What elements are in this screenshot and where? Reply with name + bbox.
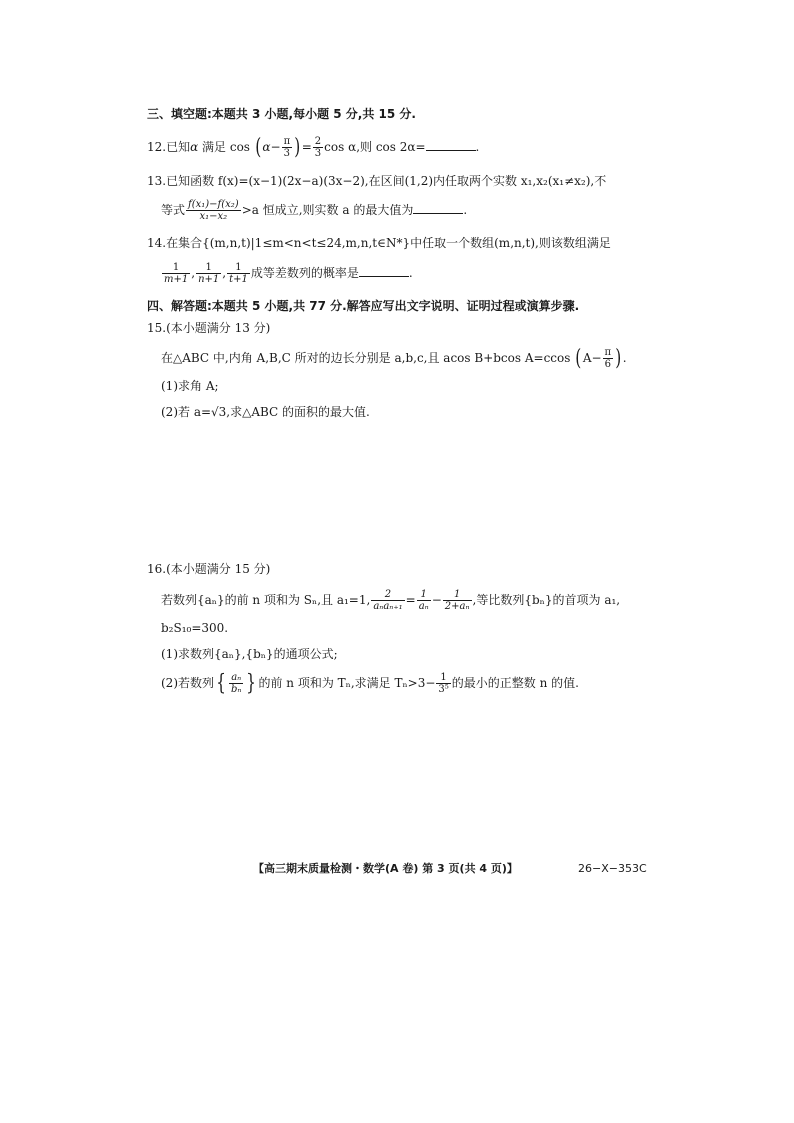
q16-stem-post: ,等比数列{bₙ}的首项为 a₁,: [472, 593, 621, 607]
q12-two-thirds: [313, 136, 323, 159]
q15-left-paren: (: [575, 345, 582, 371]
q16-frac-2-den: aₙ: [418, 601, 429, 612]
q12-three: 3: [314, 148, 322, 159]
q16-frac-1-num: 2: [371, 589, 404, 601]
q13-answer-blank[interactable]: [413, 202, 463, 214]
q16-part2-mid: 的前 n 项和为 Tₙ,求满足 Tₙ>3−: [258, 676, 436, 690]
q14-comma-1: ,: [191, 266, 196, 280]
question-13-line-1: 13.已知函数 f(x)=(x−1)(2x−a)(3x−2),在区间(1,2)内任取两个实数 x₁,x₂(x₁≠x₂),不: [147, 174, 607, 188]
q12-end: .: [475, 140, 480, 154]
q16-frac-1: [371, 589, 404, 612]
q16-frac-1-den: aₙaₙ₊₁: [373, 601, 403, 612]
q14-answer-blank[interactable]: [359, 265, 409, 277]
q14-frac-m-num: 1: [162, 262, 190, 274]
q16-part2-post: 的最小的正整数 n 的值.: [451, 676, 579, 690]
question-16-header: 16.(本小题满分 15 分): [147, 562, 271, 576]
question-15-part-1: (1)求角 A;: [161, 379, 219, 393]
question-13-line-2: [161, 199, 467, 222]
q15-pi-fraction: [603, 347, 614, 370]
q12-equals: =: [301, 140, 312, 154]
question-15-stem: [161, 347, 627, 370]
q12-inner: α−: [262, 140, 281, 154]
q14-frac-n-den: n+1: [198, 274, 220, 285]
q14-end: .: [408, 266, 413, 280]
q12-pi-fraction: [282, 136, 293, 159]
q15-pi-den: 6: [604, 359, 612, 370]
q16-frac-4-den: bₙ: [231, 684, 242, 695]
q14-comma-2: ,: [222, 266, 227, 280]
q14-frac-m-den: m+1: [164, 274, 189, 285]
q15-end: .: [622, 351, 627, 365]
q16-frac-4-num: aₙ: [229, 672, 243, 684]
q12-right-paren: ): [294, 134, 301, 160]
q13-frac-num: f(x₁)−f(x₂): [188, 199, 239, 210]
q13-fraction: [186, 199, 241, 222]
q14-frac-t: [227, 262, 250, 285]
q16-frac-2: [417, 589, 431, 612]
section-4-heading: 四、解答题:本题共 5 小题,共 77 分.解答应写出文字说明、证明过程或演算步骤.: [147, 299, 580, 313]
question-12: [147, 136, 479, 159]
q14-frac-t-num: 1: [227, 262, 250, 274]
q16-part2-pre: (2)若数列: [161, 676, 214, 690]
q16-equals: =: [405, 593, 416, 607]
q12-two: 2: [314, 136, 322, 147]
q14-frac-n: [196, 262, 221, 285]
question-14-line-2: [161, 262, 413, 285]
q16-frac-3: [443, 589, 472, 612]
q16-right-brace: }: [246, 670, 257, 696]
q12-left-paren: (: [255, 134, 262, 160]
q12-pi-num: π: [283, 136, 291, 147]
q15-pi-num: π: [604, 347, 612, 358]
q16-minus: −: [431, 593, 442, 607]
q14-frac-m: [162, 262, 190, 285]
q13-post: >a 恒成立,则实数 a 的最大值为: [241, 203, 414, 217]
q12-number: 12.: [147, 140, 167, 154]
q16-frac-5: [436, 672, 450, 695]
q16-stem-pre: 若数列{aₙ}的前 n 项和为 Sₙ,且 a₁=1,: [161, 593, 371, 607]
q16-frac-5-num: 1: [436, 672, 450, 684]
question-16-part-2: [161, 672, 579, 695]
q15-inner: A−: [582, 351, 602, 365]
question-16-part-1: (1)求数列{aₙ},{bₙ}的通项公式;: [161, 647, 338, 661]
q16-frac-2-num: 1: [417, 589, 431, 601]
question-15-header: 15.(本小题满分 13 分): [147, 321, 271, 335]
question-14-line-1: 14.在集合{(m,n,t)|1≤m<n<t≤24,m,n,t∈N*}中任取一个数组(m,n,t),则该数组满足: [147, 236, 611, 250]
q13-frac-den: x₁−x₂: [199, 211, 228, 222]
q12-mid: 满足 cos: [202, 140, 250, 154]
q15-stem-pre: 在△ABC 中,内角 A,B,C 所对的边长分别是 a,b,c,且 acos B+bcos A=ccos: [161, 351, 571, 365]
q16-frac-3-num: 1: [443, 589, 472, 601]
q16-frac-3-den: 2+aₙ: [444, 601, 470, 612]
q12-pre: 已知: [166, 140, 191, 154]
q12-cos-alpha: cos α: [324, 140, 357, 154]
question-16-stem: [161, 589, 620, 612]
q15-right-paren: ): [615, 345, 622, 371]
question-16-line-2: b₂S₁₀=300.: [161, 621, 229, 635]
q14-frac-n-num: 1: [196, 262, 221, 274]
q16-left-brace: {: [216, 670, 226, 696]
q12-answer-blank[interactable]: [426, 139, 476, 151]
question-15-part-2: (2)若 a=√3,求△ABC 的面积的最大值.: [161, 405, 370, 419]
section-3-heading: 三、填空题:本题共 3 小题,每小题 5 分,共 15 分.: [147, 107, 416, 121]
q16-frac-5-den: 3⁵: [438, 684, 449, 695]
q16-frac-4: [229, 672, 243, 695]
q13-pre: 等式: [161, 203, 186, 217]
q14-post: 成等差数列的概率是: [250, 266, 359, 280]
q12-post: ,则 cos 2α=: [356, 140, 426, 154]
q12-pi-den: 3: [283, 148, 291, 159]
q13-end: .: [463, 203, 468, 217]
q14-frac-t-den: t+1: [229, 274, 248, 285]
footer-title: 【高三期末质量检测・数学(A 卷) 第 3 页(共 4 页)】: [253, 862, 518, 875]
footer-code: 26−X−353C: [578, 862, 647, 875]
q12-alpha: α: [190, 140, 199, 154]
